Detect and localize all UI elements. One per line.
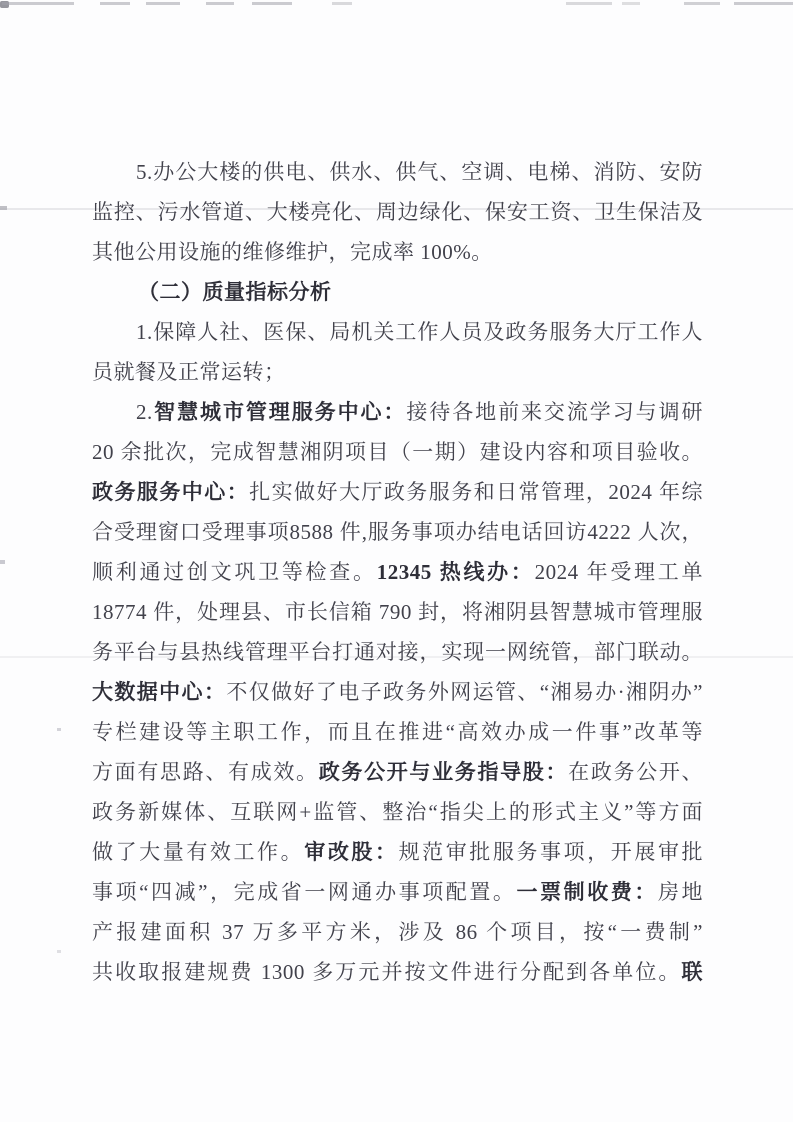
bold-text-segment: 大数据中心：	[92, 680, 227, 704]
text-line	[92, 552, 703, 592]
scan-smudge-top	[146, 2, 180, 5]
scan-smudge-top	[684, 2, 720, 5]
text-segment: 在政务公开、	[568, 760, 703, 784]
text-segment: 5.办公大楼的供电、供水、供气、空调、电梯、消防、安防	[136, 160, 703, 184]
text-segment: 接待各地前来交流学习与调研	[406, 400, 703, 424]
scan-smudge-blob	[0, 1, 9, 8]
scan-smudge-top	[206, 2, 234, 5]
text-line	[92, 392, 703, 432]
text-segment: 政务新媒体、互联网+监管、整治“指尖上的形式主义”等方面	[92, 800, 703, 824]
text-segment: 2024 年受理工单	[534, 560, 703, 584]
text-segment: 规范审批服务事项，开展审批	[398, 840, 703, 864]
text-line	[92, 712, 703, 752]
text-line	[92, 752, 703, 792]
text-line	[92, 152, 703, 192]
text-line	[92, 632, 703, 672]
text-segment: 事项“四减”，完成省一网通办事项配置。	[92, 880, 517, 904]
scan-smudge-top	[2, 2, 74, 5]
section-heading	[92, 272, 703, 312]
scan-edge-tick	[0, 206, 7, 210]
scan-smudge-top	[100, 2, 130, 5]
text-line	[92, 352, 703, 392]
scan-smudge-top	[734, 2, 793, 5]
scan-smudge-top	[566, 2, 612, 5]
text-line	[92, 232, 703, 272]
scan-speck	[57, 728, 61, 731]
text-segment: 员就餐及正常运转；	[92, 360, 286, 384]
text-line	[92, 472, 703, 512]
bold-text-segment: 智慧城市管理服务中心：	[152, 400, 407, 424]
text-segment: 1.保障人社、医保、局机关工作人员及政务服务大厅工作人	[136, 320, 703, 344]
text-line	[92, 592, 703, 632]
text-segment: 18774 件，处理县、市长信箱 790 封，将湘阴县智慧城市管理服	[92, 600, 703, 624]
text-line	[92, 912, 703, 952]
text-segment: 20 余批次，完成智慧湘阴项目（一期）建设内容和项目验收。	[92, 440, 703, 464]
text-line	[92, 832, 703, 872]
text-segment: 共收取报建规费 1300 多万元并按文件进行分配到各单位。	[92, 960, 682, 984]
text-line	[92, 872, 703, 912]
text-segment: 方面有思路、有成效。	[92, 760, 319, 784]
text-segment: 不仅做好了电子政务外网运管、“湘易办·湘阴办”	[226, 680, 703, 704]
text-line	[92, 672, 703, 712]
bold-text-segment: 12345 热线办：	[376, 560, 535, 584]
text-segment: 做了大量有效工作。	[92, 840, 305, 864]
text-segment: 房地	[657, 880, 703, 904]
scan-speck	[57, 950, 61, 953]
document-body	[92, 152, 703, 992]
text-segment: 顺利通过创文巩卫等检查。	[92, 560, 377, 584]
bold-text-segment: 审改股：	[304, 840, 399, 864]
text-segment: 合受理窗口受理事项8588 件,服务事项办结电话回访4222 人次，	[92, 520, 703, 544]
bold-text-segment: 政务服务中心：	[92, 480, 250, 504]
text-line	[92, 952, 703, 992]
text-line	[92, 432, 703, 472]
text-segment: 扎实做好大厅政务服务和日常管理，2024 年综	[249, 480, 703, 504]
text-segment: 产报建面积 37 万多平方米，涉及 86 个项目，按“一费制”	[92, 920, 703, 944]
text-line	[92, 312, 703, 352]
scan-smudge-top	[252, 2, 292, 5]
bold-text-segment: 一票制收费：	[516, 880, 658, 904]
text-segment: 监控、污水管道、大楼亮化、周边绿化、保安工资、卫生保洁及	[92, 200, 703, 224]
scan-smudge-top	[622, 2, 640, 5]
text-segment: 务平台与县热线管理平台打通对接，实现一网统管，部门联动。	[92, 640, 703, 664]
text-line	[92, 792, 703, 832]
scan-edge-tick	[0, 560, 5, 564]
scan-smudge-top	[332, 2, 352, 5]
text-segment: 其他公用设施的维修维护，完成率 100%。	[92, 240, 493, 264]
bold-text-segment: 政务公开与业务指导股：	[318, 760, 569, 784]
bold-text-segment: 联	[681, 960, 703, 984]
text-segment: 2.	[136, 400, 153, 424]
text-line	[92, 192, 703, 232]
text-line	[92, 512, 703, 552]
text-segment: 专栏建设等主职工作，而且在推进“高效办成一件事”改革等	[92, 720, 703, 744]
bold-text-segment: （二）质量指标分析	[138, 280, 332, 304]
